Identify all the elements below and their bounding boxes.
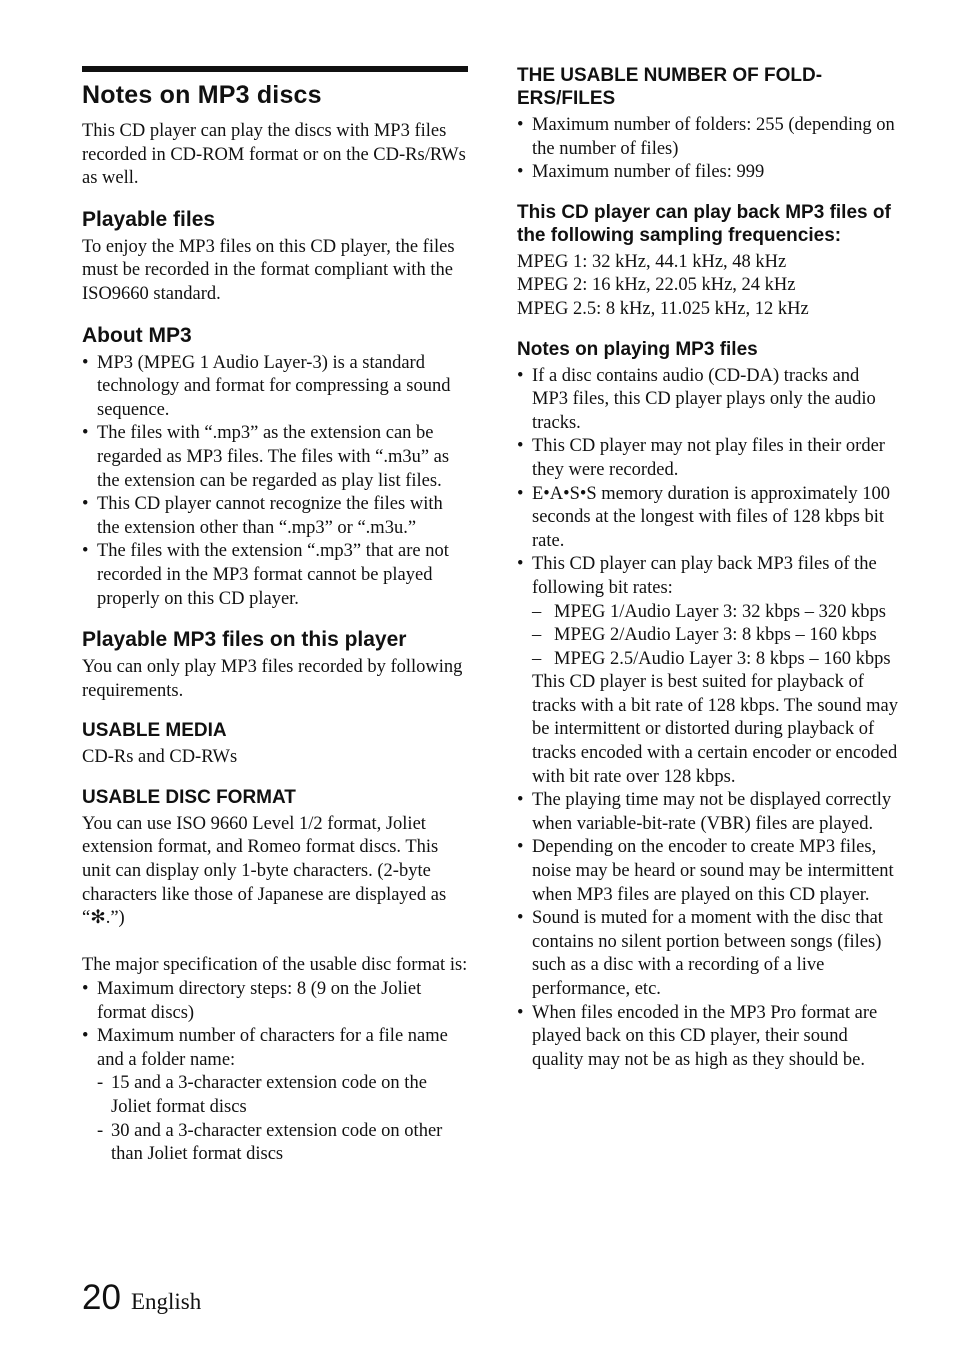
list-item: • E•A•S•S memory duration is approximately 100 seconds at the longest with files of 128 kbps bit rate. [517,483,899,554]
list-item: • Maximum number of files: 999 [517,161,899,185]
heading-about-mp3: About MP3 [82,323,192,347]
heading-sampling-frequencies: This CD player can play back MP3 files of the following sampling frequencies: [517,201,891,246]
list-item: • The playing time may not be displayed correctly when variable-bit-rate (VBR) files are played. [517,789,899,836]
list-item: • The files with the extension “.mp3” that are not recorded in the MP3 format cannot be played properly on this CD player. [82,540,468,611]
heading-notes-playing: Notes on playing MP3 files [517,338,758,360]
list-item: • MP3 (MPEG 1 Audio Layer-3) is a standard technology and format for compressing a sound sequence. [82,352,468,423]
list-item: • Maximum directory steps: 8 (9 on the Joliet format discs) [82,978,468,1025]
list-item: • If a disc contains audio (CD-DA) tracks and MP3 files, this CD player plays only the audio tracks. [517,365,899,436]
sub-list-item: - 30 and a 3-character extension code on other than Joliet format discs [82,1120,468,1167]
about-mp3-list [82,352,468,612]
bitrate-item: – MPEG 2/Audio Layer 3: 8 kbps – 160 kbps [517,624,899,648]
heading-playable-files: Playable files [82,207,216,231]
list-item: • This CD player can play back MP3 files of the following bit rates: [517,553,899,600]
list-item: • When files encoded in the MP3 Pro format are played back on this CD player, their sound quality may not be as high as they should be. [517,1002,899,1073]
list-item: • This CD player cannot recognize the files with the extension other than “.mp3” or “.m3u.” [82,493,468,540]
major-spec-paragraph: The major specification of the usable disc format is: [82,955,468,976]
sampling-line: MPEG 2: 16 kHz, 22.05 kHz, 24 kHz [517,275,796,296]
bitrate-item: – MPEG 1/Audio Layer 3: 32 kbps – 320 kbps [517,601,899,625]
playable-files-paragraph: To enjoy the MP3 files on this CD player, the files must be recorded in the format compliant with the ISO9660 standard. [82,236,455,304]
sub-list-item: - 15 and a 3-character extension code on the Joliet format discs [82,1072,468,1119]
heading-playable-mp3: Playable MP3 files on this player [82,628,407,652]
usable-media-paragraph: CD-Rs and CD-RWs [82,747,238,768]
list-item: • Sound is muted for a moment with the disc that contains no silent portion between songs (files) such as a disc with a recording of a live performance, etc. [517,907,899,1001]
list-item: • Maximum number of characters for a file name and a folder name: [82,1025,468,1072]
notes-playing-list [517,365,899,1073]
page-title: Notes on MP3 discs [82,81,322,109]
left-column [82,66,468,1167]
intro-paragraph: This CD player can play the discs with MP3 files recorded in CD-ROM format or on the CD-Rs/RWs as well. [82,121,466,189]
list-item: • The files with “.mp3” as the extension can be regarded as MP3 files. The files with “.m3u” as the extension can be regarded as play list files. [82,422,468,493]
title-rule [82,66,468,72]
playable-mp3-paragraph: You can only play MP3 files recorded by following requirements. [82,657,463,701]
heading-folders-files: THE USABLE NUMBER OF FOLD-ERS/FILES [517,65,823,109]
heading-usable-disc-format: USABLE DISC FORMAT [82,786,296,808]
list-item: • This CD player may not play files in their order they were recorded. [517,435,899,482]
page-footer [82,1278,201,1318]
folders-files-list [517,114,899,185]
list-item: • Maximum number of folders: 255 (depending on the number of files) [517,114,899,161]
sampling-line: MPEG 2.5: 8 kHz, 11.025 kHz, 12 kHz [517,298,809,319]
right-column [517,64,899,1072]
sampling-line: MPEG 1: 32 kHz, 44.1 kHz, 48 kHz [517,251,787,272]
disc-format-list [82,978,468,1167]
language-label: English [130,1289,202,1314]
list-item-continuation: This CD player is best suited for playback of tracks with a bit rate of 128 kbps. The sound may be intermittent or distorted during playback of tracks encoded with a certain encoder or encoded with bit rate over 128 kbps. [532,672,898,787]
list-item: • Depending on the encoder to create MP3 files, noise may be heard or sound may be intermittent when MP3 files are played on this CD player. [517,836,899,907]
page-number: 20 [82,1278,121,1317]
heading-usable-media: USABLE MEDIA [82,720,227,742]
bitrate-item: – MPEG 2.5/Audio Layer 3: 8 kbps – 160 kbps [517,648,899,672]
usable-disc-format-paragraph: You can use ISO 9660 Level 1/2 format, Joliet extension format, and Romeo format discs. This unit can display only 1-byte characters. (2-byte characters like those of Japanese are displayed as “✻.”) [82,813,447,929]
